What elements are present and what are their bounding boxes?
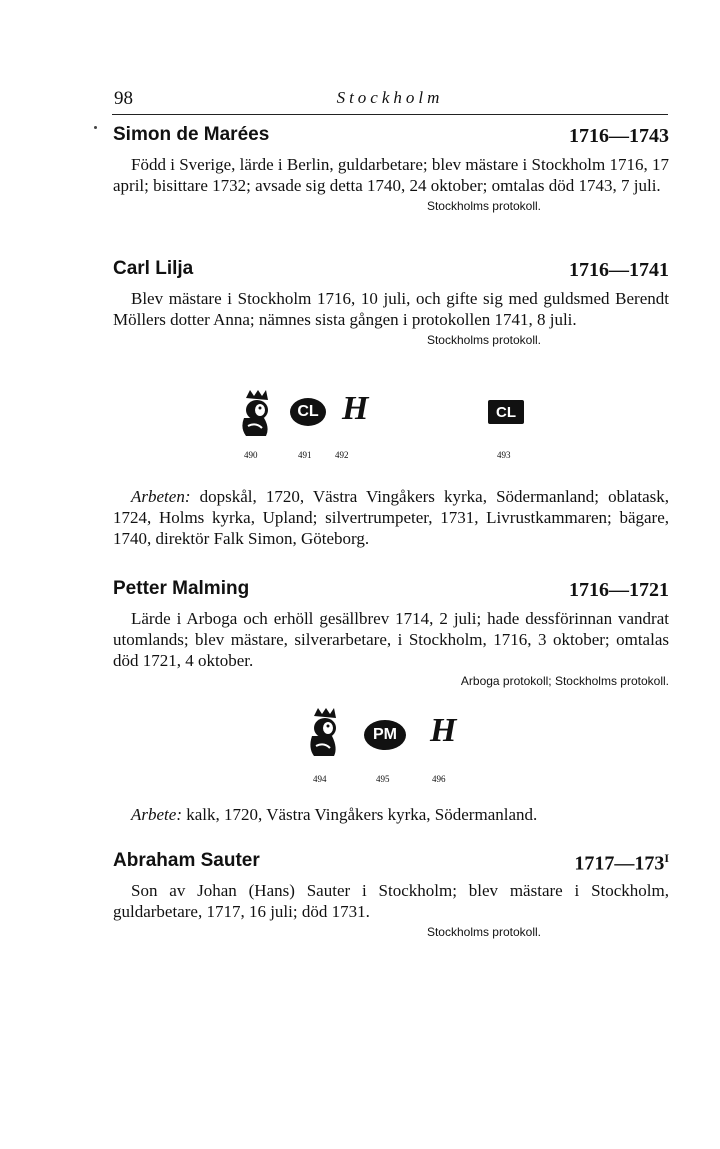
entry-heading (113, 578, 669, 608)
maker-years: $1717—173^I$ (574, 851, 669, 875)
mark-number: 495 (376, 774, 390, 784)
crowned-head-mark-icon (306, 706, 342, 758)
entry-text: Son av Johan (Hans) Sauter i Stockholm; blev mästare i Stockholm, guldarbetare, 1717, 16 juli; död 1731. (113, 881, 669, 921)
entry-text: Blev mästare i Stockholm 1716, 10 juli, och gifte sig med guldsmed Berendt Möllers dotter Anna; nämnes sista gången i protokollen 1741, 8 juli. (113, 289, 669, 329)
gothic-h-mark-icon: H (342, 390, 369, 427)
works-text: kalk, 1720, Västra Vingåkers kyrka, Södermanland. (186, 805, 538, 824)
mark-number: 493 (497, 450, 511, 460)
gothic-h-mark-icon: H (430, 712, 457, 749)
entry-source: Stockholms protokoll. (426, 199, 541, 213)
entry-text: Född i Sverige, lärde i Berlin, guldarbetare; blev mästare i Stockholm 1716, 17 april; bisittare 1732; avsade sig detta 1740, 24 oktober; omtalas död 1743, 7 juli. (113, 155, 669, 195)
mark-number: 494 (313, 774, 327, 784)
oval-initials-mark-icon: CL (290, 398, 326, 426)
running-title: Stockholm (336, 88, 444, 107)
marks-row-malming (0, 706, 720, 786)
entry-source: Arboga protokoll; Stockholms protokoll. (460, 674, 669, 688)
entry-works (113, 486, 669, 549)
entry-carl-lilja (113, 258, 669, 350)
rect-initials-mark-icon: CL (488, 400, 524, 424)
entry-works (113, 804, 669, 825)
stray-mark (94, 126, 97, 129)
maker-years: 1716—1743 (569, 125, 669, 147)
entry-heading (113, 258, 669, 288)
works-text: dopskål, 1720, Västra Vingåkers kyrka, Södermanland; oblatask, 1724, Holms kyrka, Upland; silvertrumpeter, 1731, Livrustkammaren; bägare, 1740, direktör Falk Simon, Göteborg. (113, 487, 670, 548)
entry-simon-de-marees (113, 124, 669, 216)
works-label: Arbete: (131, 805, 182, 824)
entry-petter-malming (113, 578, 669, 691)
works-lilja (113, 486, 669, 549)
entry-source: Stockholms protokoll. (426, 925, 541, 939)
maker-name: Abraham Sauter (113, 850, 260, 871)
mark-number: 492 (335, 450, 349, 460)
works-label: Arbeten: (131, 487, 191, 506)
entry-text: Lärde i Arboga och erhöll gesällbrev 1714, 2 juli; hade dessförinnan vandrat utomlands; blev mästare, silverarbetare, i Stockholm, 1716, 3 oktober; omtalas död 1721, 4 oktober. (113, 609, 669, 670)
mark-number: 491 (298, 450, 312, 460)
maker-years: 1716—1721 (569, 579, 669, 601)
entry-source: Stockholms protokoll. (426, 333, 541, 347)
entry-heading (113, 124, 669, 154)
maker-years: 1716—1741 (569, 259, 669, 281)
oval-initials-mark-icon: PM (364, 720, 406, 750)
entry-abraham-sauter (113, 850, 669, 942)
maker-name: Petter Malming (113, 578, 250, 599)
mark-number: 490 (244, 450, 258, 460)
page-header (112, 86, 668, 115)
works-malming (113, 804, 669, 825)
marks-row-lilja (0, 388, 720, 468)
entry-heading (113, 850, 669, 880)
maker-name: Simon de Marées (113, 124, 270, 145)
mark-number: 496 (432, 774, 446, 784)
crowned-head-mark-icon (238, 388, 274, 438)
page-number: 98 (114, 88, 133, 109)
maker-name: Carl Lilja (113, 258, 194, 279)
